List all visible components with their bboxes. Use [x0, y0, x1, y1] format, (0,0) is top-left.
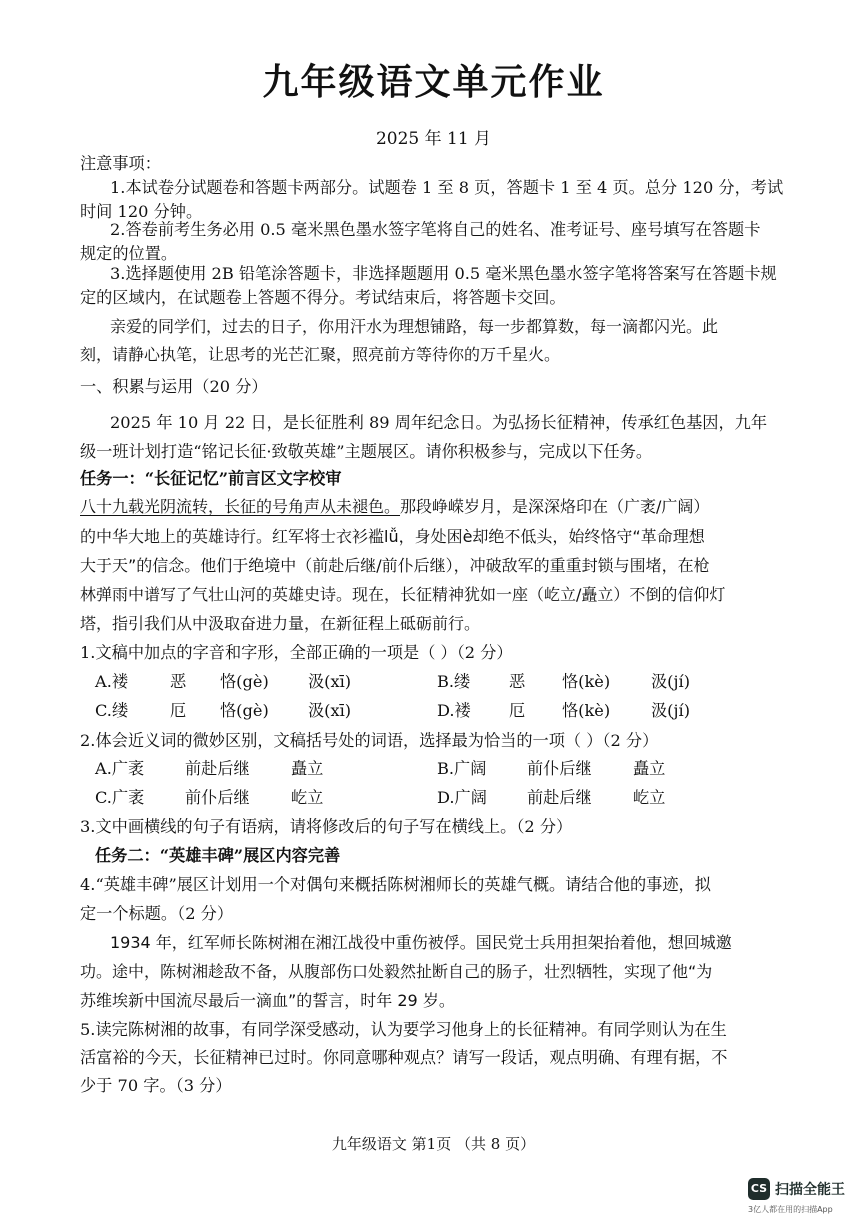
task-1-heading: 任务一：“长征记忆”前言区文字校审 — [80, 469, 342, 488]
passage-line-4: 林弹雨中谱写了气壮山河的英雄史诗。现在，长征精神犹如一座（屹立/矗立）不倒的信仰灯 — [80, 585, 726, 604]
page-footer: 九年级语文 第1页 （共 8 页） — [331, 1135, 536, 1153]
story-line-2: 功。途中，陈树湘趁敌不备，从腹部伤口处毅然扯断自己的肠子，壮烈牺牲，实现了他“为 — [80, 962, 713, 981]
intro-line-2: 级一班计划打造“铭记长征·致敬英雄”主题展区。请你积极参与，完成以下任务。 — [80, 442, 653, 461]
question-2-stem: 2.体会近义词的微妙区别，文稿括号处的词语，选择最为恰当的一项（ ）（2 分） — [80, 731, 659, 750]
question-5-line-1: 5.读完陈树湘的故事，有同学深受感动，认为要学习他身上的长征精神。有同学则认为在生 — [80, 1020, 727, 1039]
greeting-line-2: 刻，请静心执笔，让思考的光芒汇聚，照亮前方等待你的万千星火。 — [80, 345, 561, 364]
question-5-line-3: 少于 70 字。（3 分） — [80, 1076, 232, 1095]
exam-page: 九年级语文单元作业 2025 年 11 月 注意事项： 1.本试卷分试题卷和答题卡两部分。试题卷 1 至 8 页，答题卡 1 至 4 页。总分 120 分，考试 时间 120 分钟。 2.答卷前考生务必用 0.5 毫米黑色墨水签字笔将自己的姓名、准考证号、座号填写在答题卡 规定的位置。 3.选择题使用 2B 铅笔涂答题卡，非选择题题用 0.5 毫米黑色墨水签字笔将答案写在答题卡规 定的区域内，在试题卷上答题不得分。考试结束后，将答题卡交回。 亲爱的同学们，过去的日子，你用汗水为理想铺路，每一步都算数，每一滴都闪光。此 刻，请静心执笔，让思考的光芒汇聚，照亮前方等待你的万千星火。 一、积累与运用（20 分） 2025 年 10 月 22 日，是长征胜利 89 周年纪念日。为弘扬长征精神，传承红色基因，九年 级一班计划打造“铭记长征·致敬英雄”主题展区。请你积极参与，完成以下任务。 任务一：“长征记忆”前言区文字校审 八十九载光阴流转，长征的号角声从未褪色。那段峥嵘岁月，是深深烙印在（广袤/广阔） 的中华大地上的英雄诗行。红军将士衣衫褴lǚ，身处困è却绝不低头，始终恪守“革命理想 大于天”的信念。他们于绝境中（前赴后继/前仆后继），冲破敌军的重重封锁与围堵，在枪 林弹雨中谱写了气壮山河的英雄史诗。现在，长征精神犹如一座（屹立/矗立）不倒的信仰灯 塔，指引我们从中汲取奋进力量，在新征程上砥砺前行。 1.文稿中加点的字音和字形，全部正确的一项是（ ）（2 分） A.褛 恶 恪(gè) 汲(xī) B.缕 恶 恪(kè) 汲(jí) C.缕 厄 恪(gè) 汲(xī) D.褛 厄 恪(kè) 汲(jí) 2.体会近义词的微妙区别，文稿括号处的词语，选择最为恰当的一项（ ）（2 分） A.广袤 前赴后继 矗立 B.广阔 前仆后继 矗立 C.广袤 前仆后继 屹立 D.广阔 前赴后继 屹立 3.文中画横线的句子有语病，请将修改后的句子写在横线上。（2 分） 任务二：“英雄丰碑”展区内容完善 4.“英雄丰碑”展区计划用一个对偶句来概括陈树湘师长的英雄气概。请结合他的事迹，拟 定一个标题。（2 分） 1934 年，红军师长陈树湘在湘江战役中重伤被俘。国民党士兵用担架抬着他，想回城邀 功。途中，陈树湘趁敌不备，从腹部伤口处毅然扯断自己的肠子，壮烈牺牲，实现了他“为 苏维埃新中国流尽最后一滴血”的誓言，时年 29 岁。 5.读完陈树湘的故事，有同学深受感动，认为要学习他身上的长征精神。有同学则认为在生 活富裕的今天，长征精神已过时。你同意哪种观点？请写一段话，观点明确、有理有据，不 少于 70 字。（3 分） 九年级语文 第1页 （共 8 页） CS 扫描全能王 3亿人都在用的扫描App — [0, 0, 867, 1228]
notice-item-2: 2.答卷前考生务必用 0.5 毫米黑色墨水签字笔将自己的姓名、准考证号、座号填写在答题卡 — [110, 220, 761, 239]
notice-heading: 注意事项： — [80, 154, 161, 173]
question-4-line-2: 定一个标题。（2 分） — [80, 904, 234, 923]
camscanner-logo-icon: CS — [748, 1178, 770, 1200]
story-line-3: 苏维埃新中国流尽最后一滴血”的誓言，时年 29 岁。 — [80, 991, 455, 1010]
scanner-watermark — [748, 1178, 858, 1222]
passage-line-1-rest: 那段峥嵘岁月，是深深烙印在（广袤/广阔） — [400, 497, 710, 516]
underlined-sentence: 八十九载光阴流转，长征的号角声从未褪色。 — [80, 497, 401, 516]
section-1-heading: 一、积累与运用（20 分） — [80, 377, 268, 396]
page-title: 九年级语文单元作业 — [262, 61, 605, 103]
notice-item-3: 3.选择题使用 2B 铅笔涂答题卡，非选择题题用 0.5 毫米黑色墨水签字笔将答案写在答题卡规 — [110, 264, 777, 283]
question-5-line-2: 活富裕的今天，长征精神已过时。你同意哪种观点？请写一段话，观点明确、有理有据，不 — [80, 1048, 728, 1067]
question-1-stem: 1.文稿中加点的字音和字形，全部正确的一项是（ ）（2 分） — [80, 643, 513, 662]
notice-item-3-cont: 定的区域内，在试题卷上答题不得分。考试结束后，将答题卡交回。 — [80, 288, 566, 307]
question-3-stem: 3.文中画横线的句子有语病，请将修改后的句子写在横线上。（2 分） — [80, 817, 573, 836]
notice-item-1: 1.本试卷分试题卷和答题卡两部分。试题卷 1 至 8 页，答题卡 1 至 4 页。总分 120 分，考试 — [110, 178, 784, 197]
greeting-line-1: 亲爱的同学们，过去的日子，你用汗水为理想铺路，每一步都算数，每一滴都闪光。此 — [110, 317, 719, 336]
intro-line-1: 2025 年 10 月 22 日，是长征胜利 89 周年纪念日。为弘扬长征精神，传承红色基因，九年 — [110, 413, 768, 432]
watermark-name: 扫描全能王 — [775, 1182, 845, 1198]
task-2-heading: 任务二：“英雄丰碑”展区内容完善 — [95, 846, 341, 865]
passage-line-1 — [80, 495, 709, 519]
passage-line-5: 塔，指引我们从中汲取奋进力量，在新征程上砥砺前行。 — [80, 614, 481, 633]
watermark-sub: 3亿人都在用的扫描App — [748, 1205, 833, 1214]
question-4-line-1: 4.“英雄丰碑”展区计划用一个对偶句来概括陈树湘师长的英雄气概。请结合他的事迹，拟 — [80, 875, 711, 894]
passage-line-3: 大于天”的信念。他们于绝境中（前赴后继/前仆后继），冲破敌军的重重封锁与围堵，在枪 — [80, 556, 710, 575]
notice-item-2-cont: 规定的位置。 — [80, 244, 178, 263]
notice-item-1-cont: 时间 120 分钟。 — [80, 202, 203, 221]
exam-date: 2025 年 11 月 — [375, 129, 492, 149]
story-line-1: 1934 年，红军师长陈树湘在湘江战役中重伤被俘。国民党士兵用担架抬着他，想回城邀 — [110, 933, 732, 952]
passage-line-2: 的中华大地上的英雄诗行。红军将士衣衫褴lǚ，身处困è却绝不低头，始终恪守“革命理想 — [80, 527, 705, 546]
